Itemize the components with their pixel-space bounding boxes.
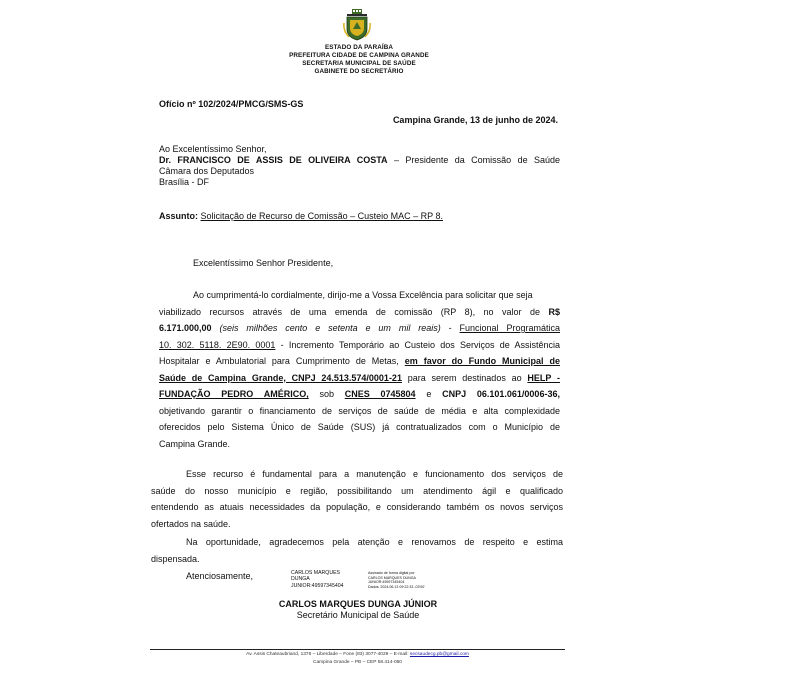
recipient-city: Brasília - DF	[159, 177, 210, 187]
header-state: ESTADO DA PARAÍBA	[324, 44, 394, 51]
p1-line-7: FUNDAÇÃO PEDRO AMÉRICO, sob CNES 0745804 e CNPJ 06.101.061/0006-36,	[159, 389, 560, 399]
header-prefeitura: PREFEITURA CIDADE DE CAMPINA GRANDE	[289, 52, 429, 59]
signer-title: Secretário Municipal de Saúde	[296, 610, 420, 620]
paragraph-request	[159, 287, 560, 452]
digital-signature-stamp: Assinado de forma digital por CARLOS MARQUES DUNGA JUNIOR:49597345404 Dados: 2024.06.13 09:22:33 -03'00'	[368, 571, 425, 589]
paragraph-thanks	[151, 534, 563, 567]
subject-text: Solicitação de Recurso de Comissão – Custeio MAC – RP 8.	[200, 211, 443, 221]
p2-line-4: ofertados na saúde.	[151, 518, 231, 529]
p1-line-2: viabilizado recursos através de uma emenda de comissão (RP 8), no valor de R$	[159, 306, 560, 317]
greeting: Excelentíssimo Senhor Presidente,	[193, 258, 334, 268]
oficio-number: Ofício nº 102/2024/PMCG/SMS-GS	[159, 99, 304, 109]
p1-line-9: oferecidos pelo Sistema Único de Saúde (SUS) já contratualizados com o Município de	[159, 422, 560, 432]
recipient-salutation: Ao Excelentíssimo Senhor,	[159, 144, 267, 154]
recipient-role: – Presidente da Comissão de Saúde	[393, 155, 560, 165]
header-gabinete: GABINETE DO SECRETÁRIO	[314, 68, 404, 75]
recipient-house: Câmara dos Deputados	[159, 166, 255, 176]
municipal-coat-of-arms-icon	[343, 9, 371, 41]
p1-line-1: Ao cumprimentá-lo cordialmente, dirijo-me a Vossa Excelência para solicitar que seja	[193, 290, 533, 300]
p1-line-3: 6.171.000,00 (seis milhões cento e setenta e um mil reais) - Funcional Programática	[159, 323, 560, 333]
recipient-name: Dr. FRANCISCO DE ASSIS DE OLIVEIRA COSTA	[159, 155, 388, 165]
subject-label: Assunto:	[159, 211, 198, 221]
signer-name: CARLOS MARQUES DUNGA JÚNIOR	[278, 599, 438, 609]
footer-email-link[interactable]: secsaudecg.pb@gmail.com	[409, 652, 469, 657]
p1-line-4: 10. 302. 5118. 2E90. 0001 - Incremento Temporário ao Custeio dos Serviços de Assistência	[159, 339, 560, 350]
p2-line-2: saúde do nosso município e região, possibilitando um atendimento ágil e qualificado	[151, 485, 563, 496]
subject-line	[159, 210, 443, 222]
p1-line-6: Saúde de Campina Grande, CNPJ 24.513.574/0001-21 para serem destinados ao HELP -	[159, 372, 560, 383]
letter-date: Campina Grande, 13 de junho de 2024.	[392, 115, 558, 125]
p2-line-3: entendendo as atuais necessidades da população, e considerando também os novos serviços	[151, 502, 563, 512]
p1-line-10: Campina Grande.	[159, 438, 231, 449]
footer-city-line: Campina Grande – PB – CEP 58.414-060	[313, 660, 402, 665]
digital-signature-name: CARLOS MARQUES DUNGA JUNIOR:49597345404	[291, 570, 344, 589]
p3-line-2: dispensada.	[151, 553, 200, 564]
closing: Atenciosamente,	[186, 571, 254, 581]
p1-line-8: objetivando garantir o financiamento de serviços de saúde de média e alta complexidade	[159, 405, 560, 416]
footer-divider	[150, 649, 565, 650]
p2-line-1: Esse recurso é fundamental para a manutenção e funcionamento dos serviços de	[186, 469, 563, 479]
header-secretaria: SECRETARIA MUNICIPAL DE SAÚDE	[302, 60, 416, 67]
footer-address-line: Av. Assis Chateaubriand, 1376 – Liberdade – Fone (83) 3077-4029 – E-mail: secsaudecg.pb@gmail.com	[246, 652, 469, 657]
paragraph-justification	[151, 466, 563, 532]
p1-line-5: Hospitalar e Ambulatorial para Cumprimento de Metas, em favor do Fundo Municipal de	[159, 356, 560, 366]
p3-line-1: Na oportunidade, agradecemos pela atenção e renovamos de respeito e estima	[186, 537, 563, 547]
